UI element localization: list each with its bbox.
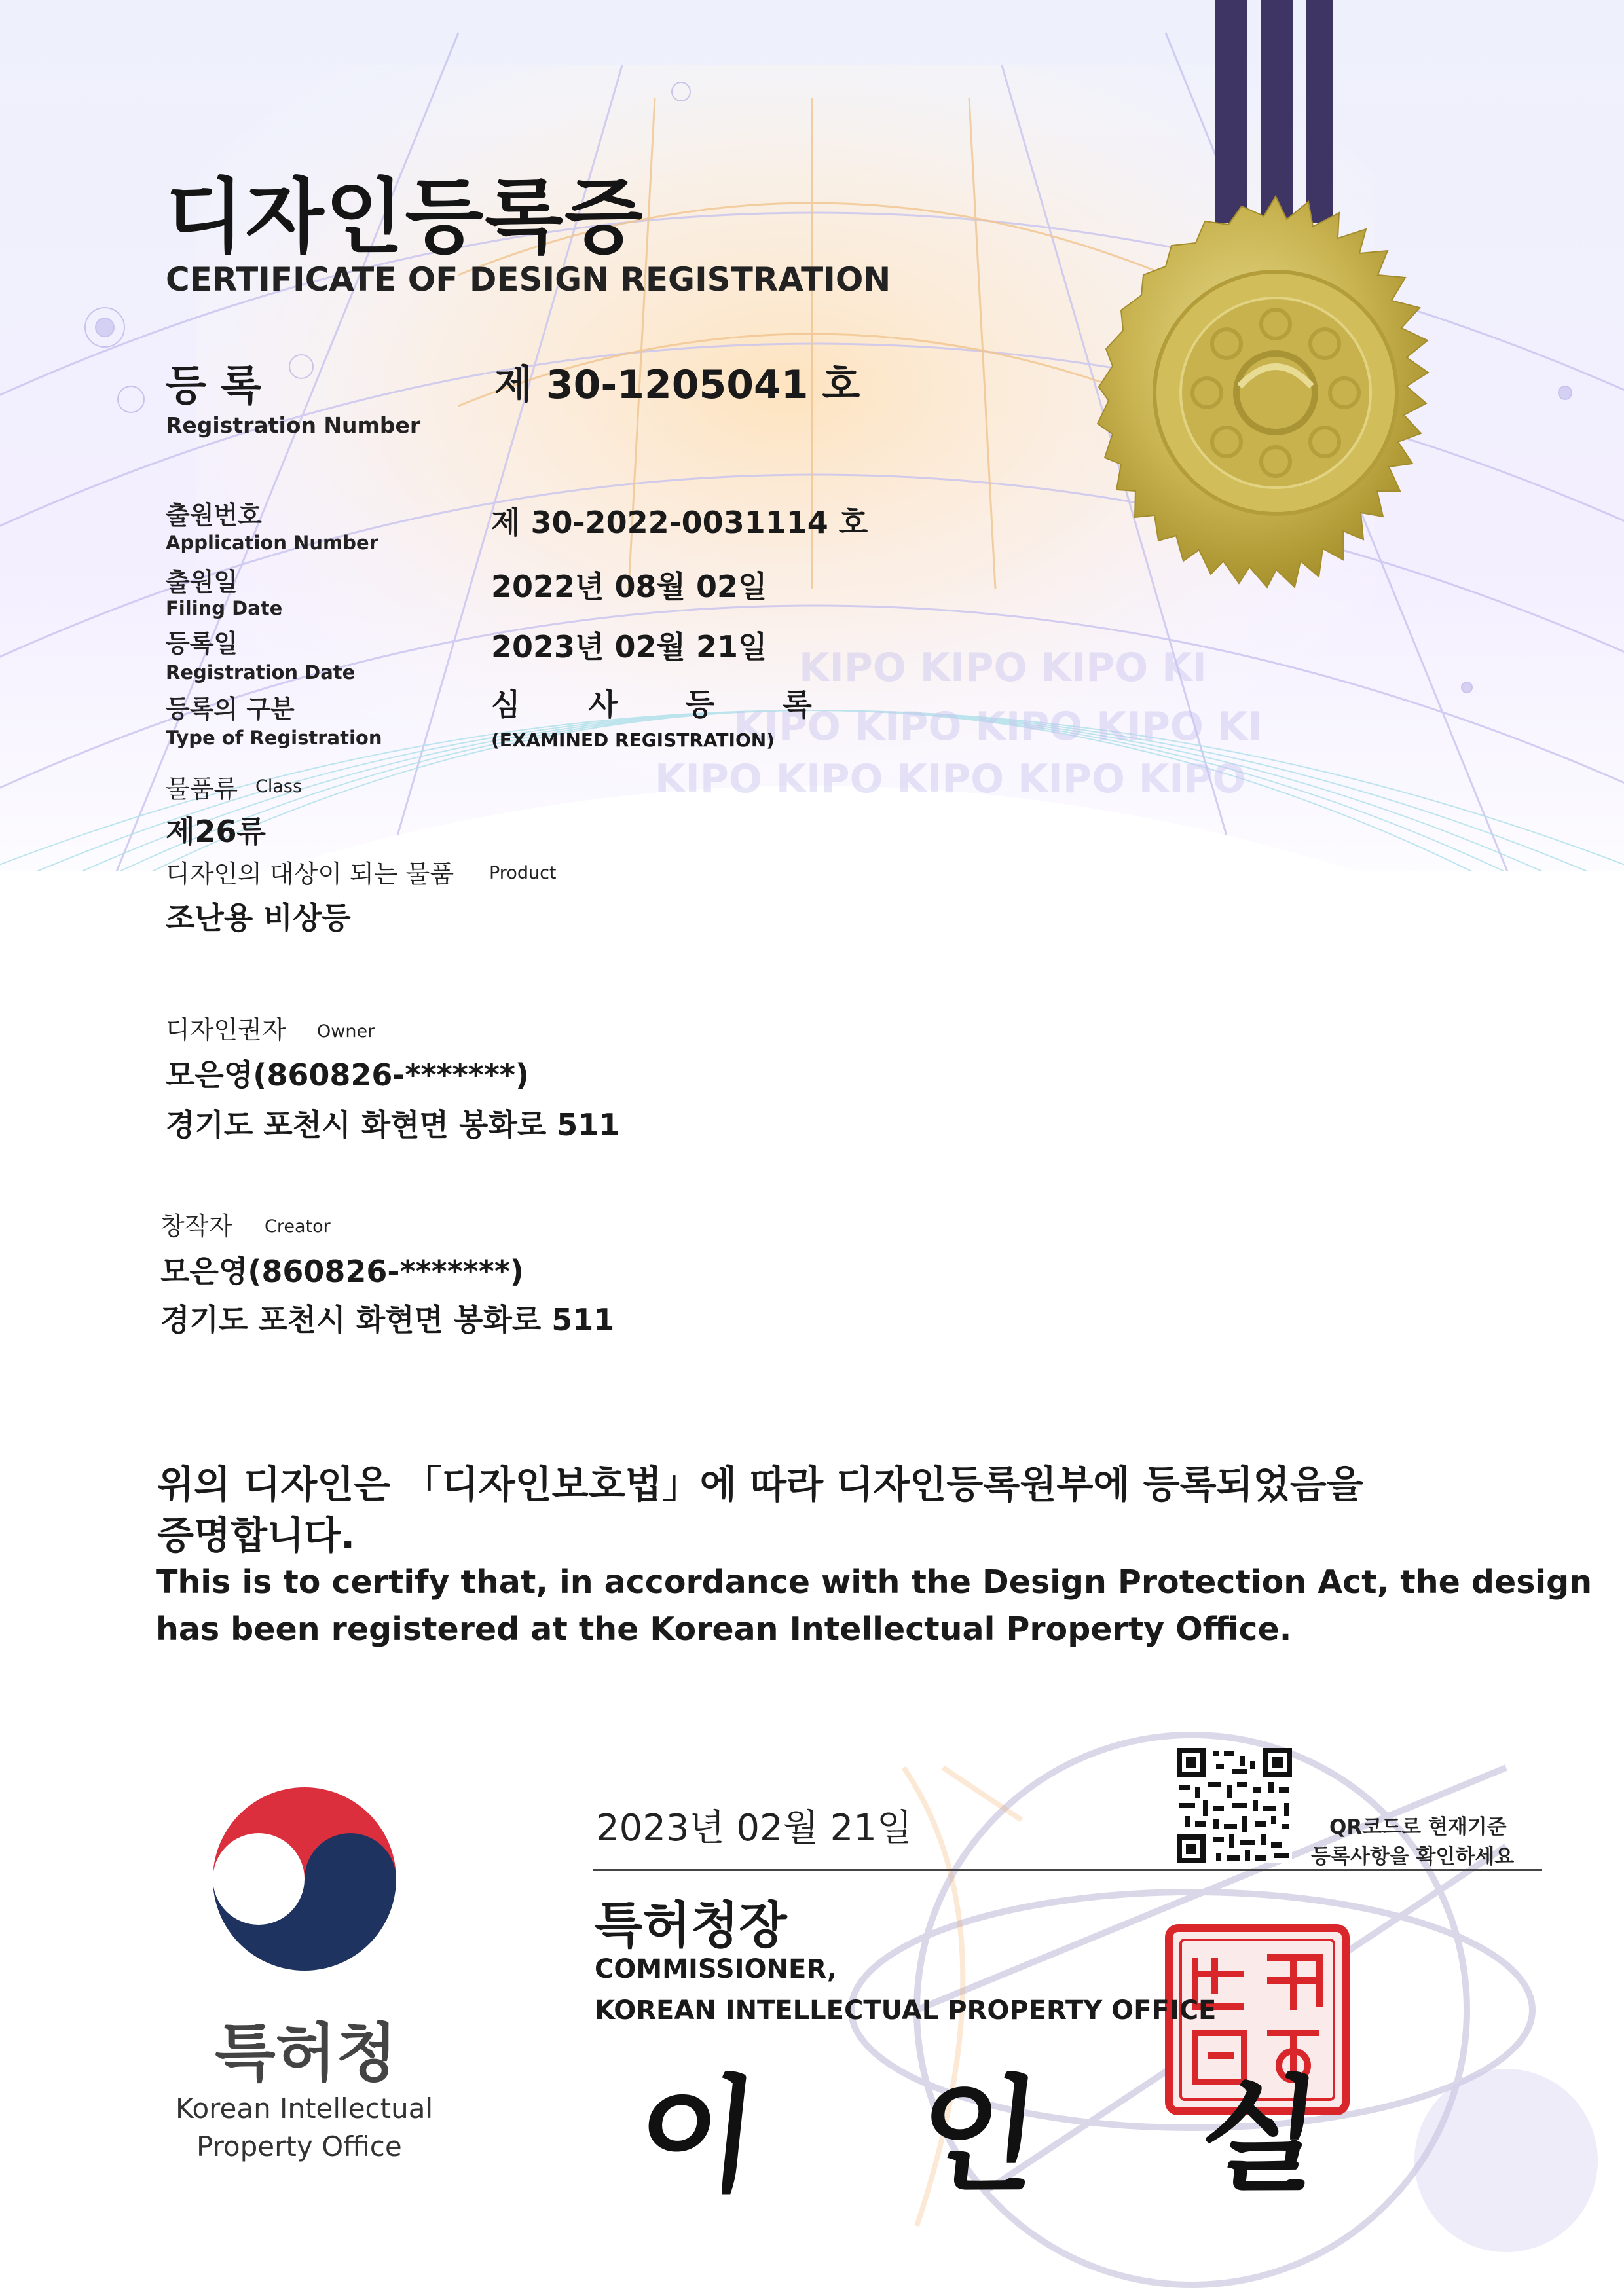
kipo-logo-name-en-line2: Property Office <box>196 2130 402 2162</box>
commissioner-title-ko: 특허청장 <box>595 1896 787 1954</box>
owner-address: 경기도 포천시 화현면 봉화로 511 <box>166 1107 620 1142</box>
signature-divider <box>593 1869 1542 1871</box>
product-label-ko: 디자인의 대상이 되는 물품 <box>166 860 454 888</box>
registration-number: 제 30-1205041 호 <box>494 362 860 408</box>
owner-name: 모은영(860826-*******) <box>166 1057 529 1093</box>
kipo-logo-emblem <box>206 1782 401 1980</box>
product-value: 조난용 비상등 <box>166 900 351 936</box>
creator-address: 경기도 포천시 화현면 봉화로 511 <box>160 1302 615 1338</box>
registration-label-ko: 등 록 <box>166 362 261 410</box>
certificate-title-en: CERTIFICATE OF DESIGN REGISTRATION <box>166 261 891 299</box>
registration-date-label-en: Registration Date <box>166 661 356 683</box>
class-label-en: Class <box>255 776 303 797</box>
registration-date-value: 2023년 02월 21일 <box>491 629 767 665</box>
creator-label-en: Creator <box>265 1216 331 1237</box>
product-label-en: Product <box>489 863 557 883</box>
registration-type-value: 심 사 등 록 <box>491 687 841 722</box>
kipo-logo-name-ko: 특허청 <box>215 2016 397 2090</box>
owner-label-en: Owner <box>317 1021 375 1042</box>
application-number-label-ko: 출원번호 <box>166 501 262 530</box>
registration-type-label-en: Type of Registration <box>166 727 382 749</box>
statement-ko-line1: 위의 디자인은 「디자인보호법」에 따라 디자인등록원부에 등록되었음을 <box>157 1462 1363 1506</box>
creator-label-ko: 창작자 <box>160 1212 233 1241</box>
svg-text:KIPO KIPO KIPO KI: KIPO KIPO KIPO KI <box>799 645 1207 691</box>
qr-code <box>1177 1748 1292 1863</box>
application-number-label-en: Application Number <box>166 532 378 554</box>
owner-label-ko: 디자인권자 <box>166 1015 286 1044</box>
registration-label-en: Registration Number <box>166 412 421 438</box>
application-number-value: 제 30-2022-0031114 호 <box>491 505 868 540</box>
filing-date-label-en: Filing Date <box>166 597 283 619</box>
statement-ko-line2: 증명합니다. <box>157 1513 356 1558</box>
qr-note-line1: QR코드로 현재기준 <box>1329 1815 1507 1839</box>
commissioner-title-en-line2: KOREAN INTELLECTUAL PROPERTY OFFICE <box>595 1995 1217 2026</box>
svg-text:KIPO KIPO KIPO KIPO KI: KIPO KIPO KIPO KIPO KI <box>733 704 1263 750</box>
class-value: 제26류 <box>166 814 266 849</box>
statement-en-line1: This is to certify that, in accordance with the Design Protection Act, the design <box>156 1563 1593 1601</box>
filing-date-value: 2022년 08월 02일 <box>491 569 767 604</box>
filing-date-label-ko: 출원일 <box>166 568 238 596</box>
svg-text:KIPO KIPO KIPO KIPO KIPO: KIPO KIPO KIPO KIPO KIPO <box>655 756 1246 802</box>
issue-date: 2023년 02월 21일 <box>596 1807 912 1850</box>
registration-type-value-en: (EXAMINED REGISTRATION) <box>491 729 775 751</box>
registration-type-label-ko: 등록의 구분 <box>166 695 295 723</box>
class-label-ko: 물품류 <box>166 774 238 803</box>
kipo-logo-name-en-line1: Korean Intellectual <box>175 2092 434 2124</box>
creator-name: 모은영(860826-*******) <box>160 1254 524 1289</box>
commissioner-title-en-line1: COMMISSIONER, <box>595 1954 838 1984</box>
statement-en-line2: has been registered at the Korean Intellectual Property Office. <box>156 1611 1292 1648</box>
certificate-title-ko: 디자인등록증 <box>166 170 644 264</box>
commissioner-signature: 이 인 실 <box>629 2062 1388 2208</box>
ribbon <box>1215 0 1333 223</box>
qr-note-line2: 등록사항을 확인하세요 <box>1311 1845 1515 1868</box>
registration-date-label-ko: 등록일 <box>166 629 238 658</box>
